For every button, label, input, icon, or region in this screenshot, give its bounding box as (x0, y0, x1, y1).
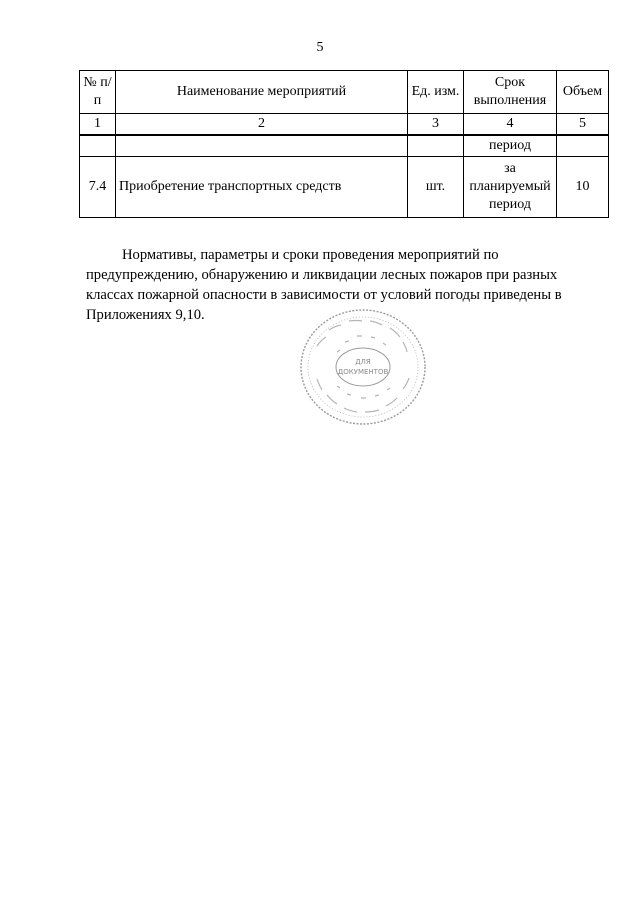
table-row (80, 157, 609, 218)
table-cell: период (464, 135, 557, 157)
table-cell (408, 135, 464, 157)
header-volume: Объем (557, 71, 609, 114)
column-number: 3 (408, 114, 464, 136)
row-volume: 10 (557, 157, 609, 218)
body-paragraph: Нормативы, параметры и сроки проведения мероприятий по предупреждению, обнаружению и ликвидации лесных пожаров при разных классах пожарной опасности в зависимости от условий погоды приведены в Приложениях 9,10. (86, 247, 562, 323)
column-numbers-row (80, 114, 609, 136)
seal-stamp-icon (297, 306, 429, 428)
column-number: 1 (80, 114, 116, 136)
column-number: 4 (464, 114, 557, 136)
table-cell (80, 135, 116, 157)
table-cell (557, 135, 609, 157)
table-row (80, 135, 609, 157)
stamp-text-line1: ДЛЯ (355, 358, 371, 366)
header-name: Наименование мероприятий (116, 71, 408, 114)
row-term: за планируемый период (464, 157, 557, 218)
page-number: 5 (316, 40, 324, 55)
table-cell (116, 135, 408, 157)
column-number: 5 (557, 114, 609, 136)
row-unit: шт. (408, 157, 464, 218)
row-name: Приобретение транспортных средств (116, 157, 408, 218)
events-table (79, 70, 609, 218)
table-header-row (80, 71, 609, 114)
header-number: № п/п (80, 71, 116, 114)
header-unit: Ед. изм. (408, 71, 464, 114)
header-term: Срок выполнения (464, 71, 557, 114)
column-number: 2 (116, 114, 408, 136)
row-number: 7.4 (80, 157, 116, 218)
stamp-text-line2: ДОКУМЕНТОВ (337, 368, 389, 376)
